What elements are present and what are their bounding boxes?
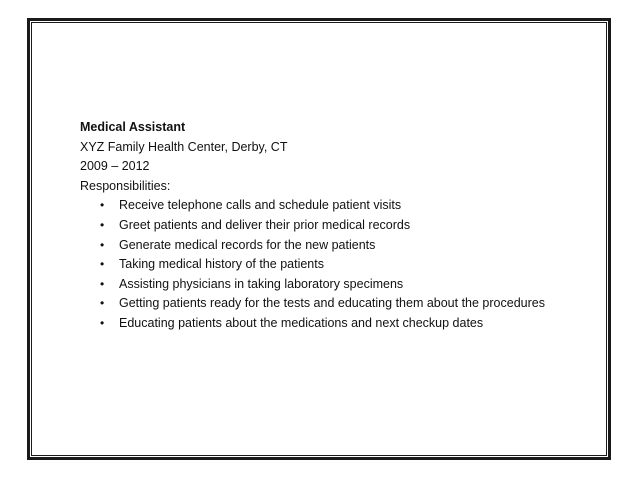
list-item — [80, 314, 580, 334]
list-item-text: Greet patients and deliver their prior medical records — [119, 217, 411, 232]
list-item — [80, 216, 580, 236]
list-item-text: Educating patients about the medications and next checkup dates — [119, 315, 484, 330]
bullet-icon: • — [100, 315, 105, 330]
list-item — [80, 196, 580, 216]
bullet-icon: • — [100, 257, 105, 272]
list-item — [80, 255, 580, 275]
list-item-text: Generate medical records for the new patients — [119, 237, 376, 252]
employer: XYZ Family Health Center, Derby, CT — [80, 139, 288, 154]
bullet-icon: • — [100, 198, 105, 213]
employment-dates: 2009 – 2012 — [80, 159, 150, 174]
bullet-icon: • — [100, 237, 105, 252]
responsibilities-list — [80, 196, 580, 333]
resume-entry — [80, 118, 580, 334]
list-item — [80, 275, 580, 295]
list-item-text: Receive telephone calls and schedule patient visits — [119, 198, 402, 213]
bullet-icon: • — [100, 276, 105, 291]
list-item-text: Taking medical history of the patients — [119, 257, 324, 272]
list-item — [80, 236, 580, 256]
bullet-icon: • — [100, 296, 105, 311]
list-item-text: Assisting physicians in taking laboratory specimens — [119, 276, 404, 291]
job-title: Medical Assistant — [80, 120, 186, 134]
list-item — [80, 294, 580, 314]
list-item-text: Getting patients ready for the tests and educating them about the procedures — [119, 296, 545, 311]
responsibilities-label: Responsibilities: — [80, 178, 171, 193]
bullet-icon: • — [100, 217, 105, 232]
